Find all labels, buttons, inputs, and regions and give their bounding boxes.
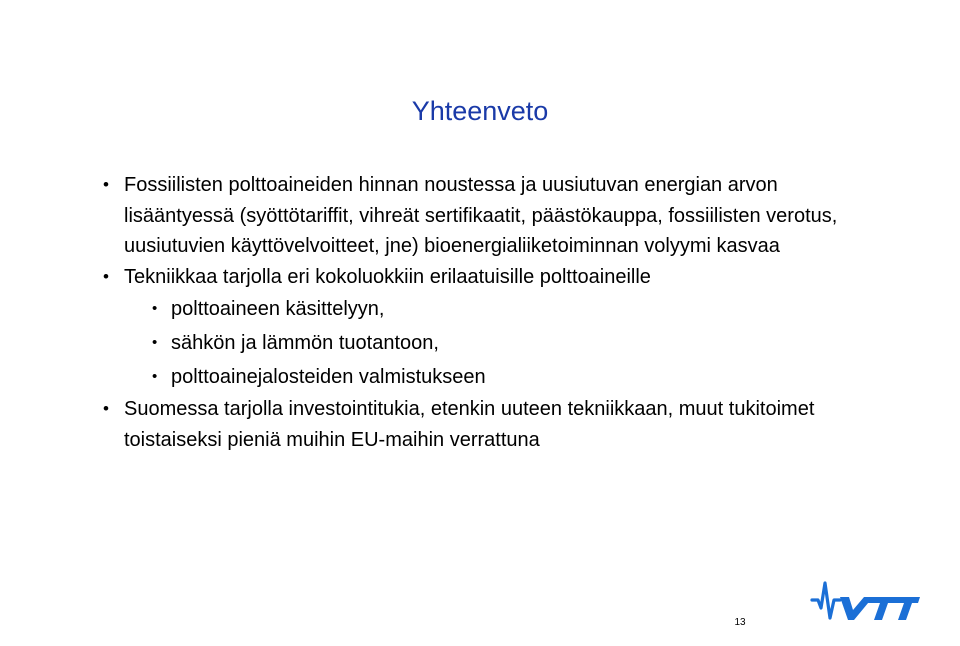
slide-title: Yhteenveto [411, 96, 549, 126]
bullet-item: • Suomessa tarjolla investointitukia, etenkin uuteen tekniikkaan, muut tukitoimet toistaiseksi pieniä muihin EU-maihin verrattuna [103, 394, 863, 455]
page-number: 13 [734, 617, 746, 628]
bullet-item: • Tekniikkaa tarjolla eri kokoluokkiin erilaatuisille polttoaineille [103, 262, 863, 293]
vtt-logo-icon [810, 580, 920, 622]
sub-bullet-item: • sähkön ja lämmön tuotantoon, [103, 326, 863, 360]
sub-bullet-item: • polttoainejalosteiden valmistukseen [103, 360, 863, 394]
bullet-item: • Fossiilisten polttoaineiden hinnan noustessa ja uusiutuvan energian arvon lisääntyessä (syöttötariffit, vihreät sertifikaatit, päästökauppa, fossiilisten verotus, uusiutuvien käyttövelvoitteet, jne) bioenergialiiketoiminnan volyymi kasvaa [103, 170, 863, 262]
sub-bullet-item: • polttoaineen käsittelyyn, [103, 292, 863, 326]
slide-body [103, 170, 863, 455]
